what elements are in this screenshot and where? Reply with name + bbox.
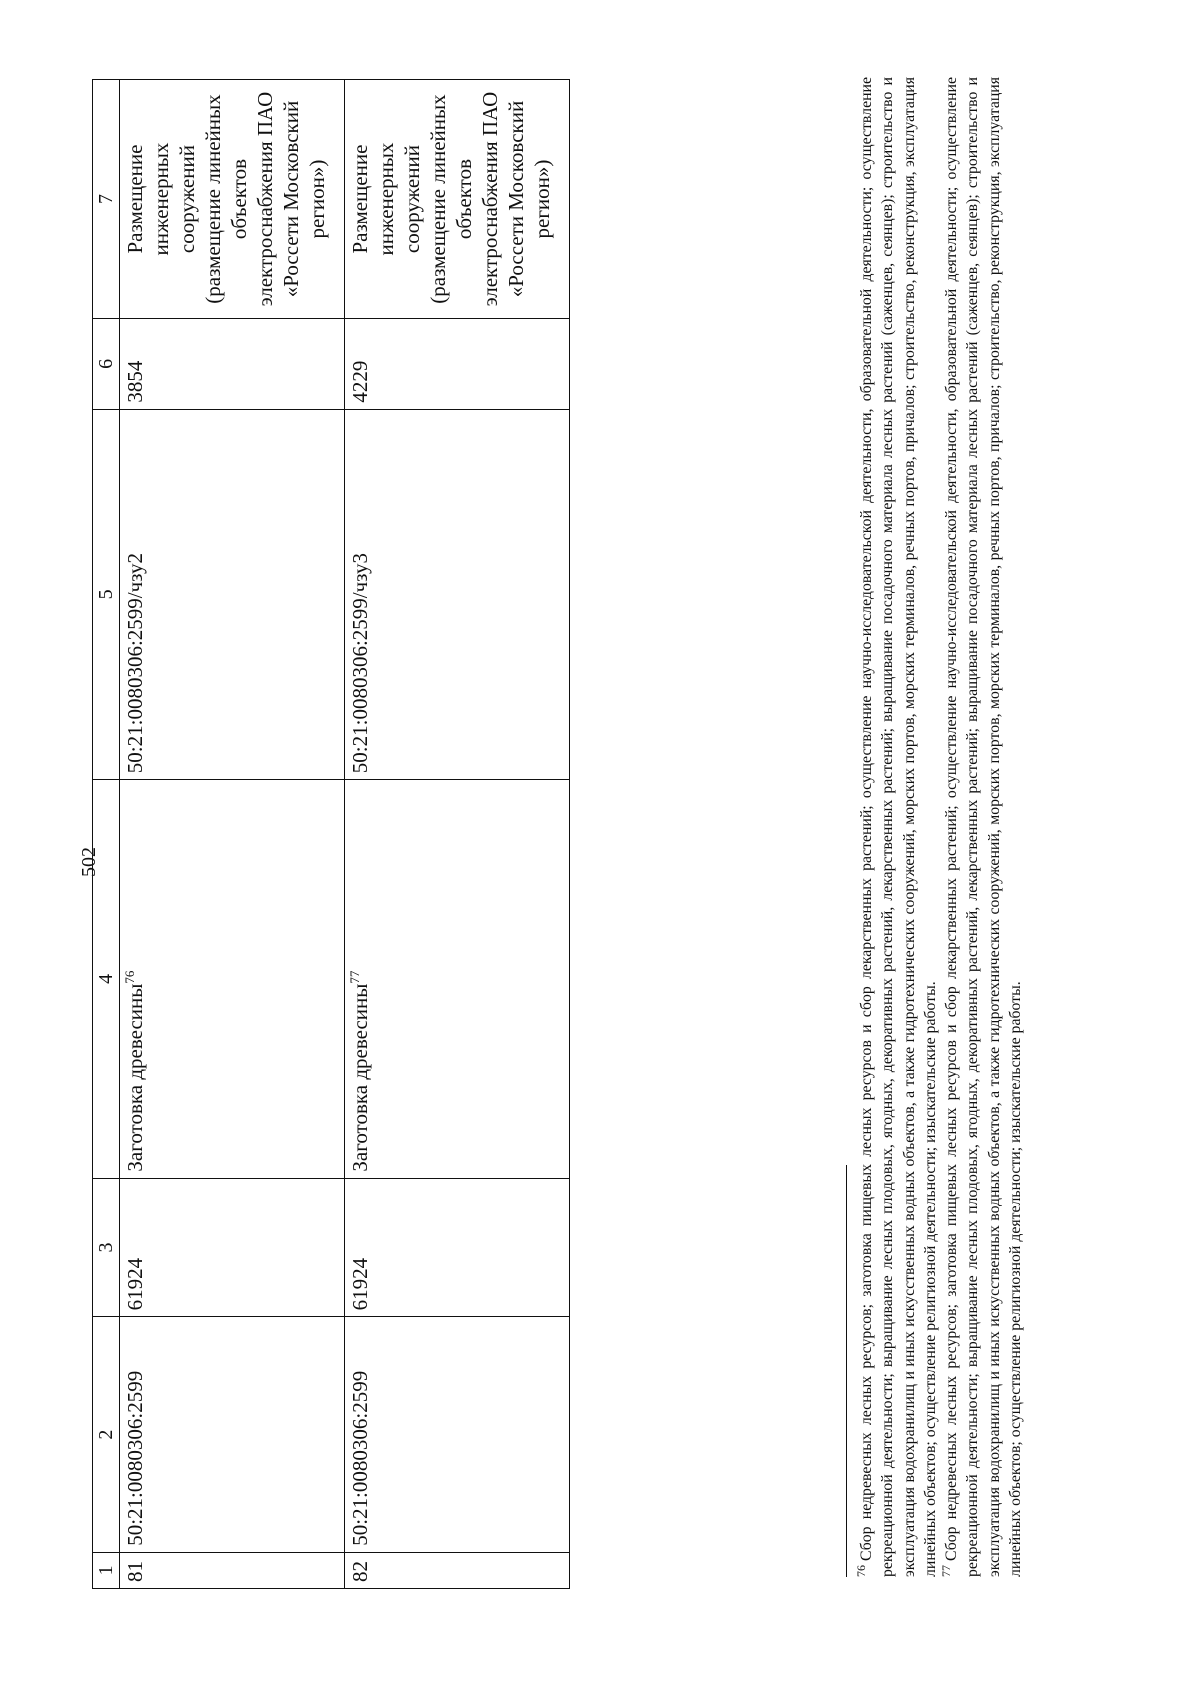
table-row bbox=[345, 80, 570, 1589]
cadastral-number: 50:21:0080306:2599 bbox=[345, 1317, 570, 1552]
sub-plot-area: 4229 bbox=[345, 319, 570, 410]
sub-plot-area: 3854 bbox=[120, 319, 345, 410]
page-number: 502 bbox=[78, 847, 100, 877]
footnote-text: Сбор недревесных лесных ресурсов; заготовка пищевых лесных ресурсов и сбор лекарственных растений; осуществление научно-исследовательской деятельности, образовательной деятельности; осуществление рекреационной деятельности; выращивание лесных плодовых, ягодных, декоративных растений, лекарственных растений; выращивание посадочного материала лесных растений (саженцев, сеянцев); строительство и эксплуатация водохранилищ и иных искусственных водных объектов, а также гидротехнических сооружений, морских портов, морских терминалов, речных портов, причалов; строительство, реконструкция, эксплуатация линейных объектов; осуществление религиозной деятельности; изыскательские работы. bbox=[943, 77, 1025, 1577]
footnote bbox=[853, 77, 941, 1577]
sub-plot-number: 50:21:0080306:2599/чзу3 bbox=[345, 409, 570, 780]
header-cell: 4 bbox=[93, 780, 120, 1178]
header-cell: 5 bbox=[93, 409, 120, 780]
header-cell: 7 bbox=[93, 80, 120, 319]
table-row bbox=[120, 80, 345, 1589]
permitted-use: Заготовка древесины bbox=[123, 983, 147, 1172]
permitted-use-cell bbox=[345, 780, 570, 1178]
header-cell: 3 bbox=[93, 1178, 120, 1317]
footnote-reference: 76 bbox=[122, 970, 137, 984]
cadastral-number: 50:21:0080306:2599 bbox=[120, 1317, 345, 1552]
permitted-use: Заготовка древесины bbox=[348, 983, 372, 1172]
footnote bbox=[938, 77, 1026, 1577]
purpose-description: Размещение инженерных сооружений (размещение линейных объектов электроснабжения ПАО «Россети Московский регион») bbox=[120, 80, 345, 319]
table-header-row bbox=[93, 80, 120, 1589]
footnote-number: 76 bbox=[853, 1565, 868, 1577]
header-cell: 2 bbox=[93, 1317, 120, 1552]
footnote-divider bbox=[846, 1165, 847, 1577]
footnote-reference: 77 bbox=[347, 970, 362, 984]
area-value: 61924 bbox=[345, 1178, 570, 1317]
area-value: 61924 bbox=[120, 1178, 345, 1317]
row-number: 81 bbox=[120, 1552, 345, 1588]
footnote-number: 77 bbox=[938, 1565, 953, 1577]
footnotes bbox=[853, 77, 1026, 1577]
footnote-text: Сбор недревесных лесных ресурсов; заготовка пищевых лесных ресурсов и сбор лекарственных растений; осуществление научно-исследовательской деятельности, образовательной деятельности; осуществление рекреационной деятельности; выращивание лесных плодовых, ягодных, декоративных растений, лекарственных растений; выращивание посадочного материала лесных растений (саженцев, сеянцев); строительство и эксплуатация водохранилищ и иных искусственных водных объектов, а также гидротехнических сооружений, морских портов, морских терминалов, речных портов, причалов; строительство, реконструкция, эксплуатация линейных объектов; осуществление религиозной деятельности; изыскательские работы. bbox=[858, 77, 939, 1577]
land-plot-table bbox=[92, 79, 570, 1589]
sub-plot-number: 50:21:0080306:2599/чзу2 bbox=[120, 409, 345, 780]
purpose-description: Размещение инженерных сооружений (размещение линейных объектов электроснабжения ПАО «Россети Московский регион») bbox=[345, 80, 570, 319]
header-cell: 1 bbox=[93, 1552, 120, 1588]
row-number: 82 bbox=[345, 1552, 570, 1588]
header-cell: 6 bbox=[93, 319, 120, 410]
permitted-use-cell bbox=[120, 780, 345, 1178]
